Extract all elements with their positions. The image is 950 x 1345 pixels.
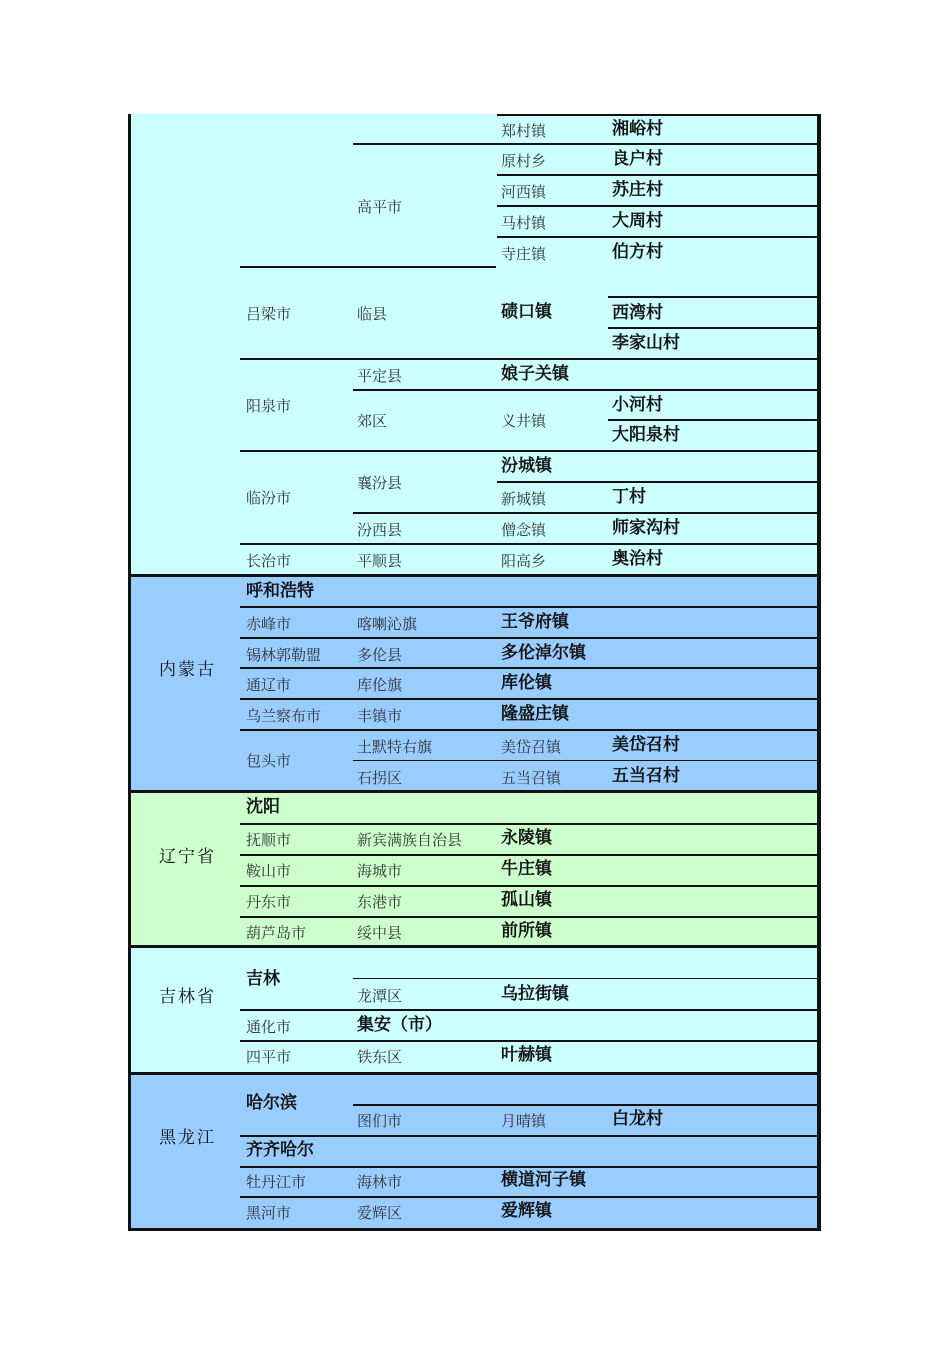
county-cell: 东港市 — [357, 893, 403, 911]
town-cell: 爱辉镇 — [501, 1201, 552, 1221]
row-divider — [497, 114, 818, 116]
prefecture-cell: 丹东市 — [246, 893, 292, 911]
row-divider — [240, 1166, 818, 1168]
village-cell: 李家山村 — [612, 333, 680, 353]
county-cell: 喀喇沁旗 — [357, 615, 418, 633]
town-cell: 多伦淖尔镇 — [501, 643, 586, 663]
town-cell: 月晴镇 — [501, 1112, 547, 1130]
row-divider — [240, 698, 818, 700]
county-cell: 襄汾县 — [357, 474, 403, 492]
row-divider — [240, 667, 818, 669]
town-cell: 娘子关镇 — [501, 364, 569, 384]
county-cell: 海林市 — [357, 1173, 403, 1191]
county-cell: 临县 — [357, 305, 388, 323]
county-cell: 爱辉区 — [357, 1204, 403, 1222]
row-divider — [240, 729, 818, 731]
town-cell: 汾城镇 — [501, 456, 552, 476]
prefecture-cell: 黑河市 — [246, 1204, 292, 1222]
town-cell: 僧念镇 — [501, 521, 547, 539]
tourism-town-table — [128, 114, 821, 1231]
county-cell: 图们市 — [357, 1112, 403, 1130]
section-divider — [128, 790, 821, 793]
village-cell: 湘峪村 — [612, 119, 663, 139]
county-cell: 平顺县 — [357, 552, 403, 570]
liaoning-section — [128, 791, 821, 946]
town-cell: 永陵镇 — [501, 828, 552, 848]
prefecture-cell: 长治市 — [246, 552, 292, 570]
county-cell: 汾西县 — [357, 521, 403, 539]
row-divider — [353, 512, 818, 514]
row-divider — [240, 543, 818, 545]
county-cell: 高平市 — [357, 198, 403, 216]
village-cell: 大周村 — [612, 211, 663, 231]
prefecture-cell: 吕梁市 — [246, 305, 292, 323]
town-cell: 新城镇 — [501, 490, 547, 508]
row-divider — [353, 143, 818, 145]
village-cell: 西湾村 — [612, 303, 663, 323]
town-cell: 美岱召镇 — [501, 738, 562, 756]
prefecture-cell: 通辽市 — [246, 676, 292, 694]
row-divider — [608, 296, 818, 298]
row-divider — [608, 327, 818, 329]
county-cell: 铁东区 — [357, 1048, 403, 1066]
prefecture-cell: 牡丹江市 — [246, 1173, 307, 1191]
town-cell: 原村乡 — [501, 152, 547, 170]
town-cell: 义井镇 — [501, 412, 547, 430]
town-cell: 牛庄镇 — [501, 859, 552, 879]
town-cell: 库伦镇 — [501, 673, 552, 693]
prefecture-cell: 沈阳 — [246, 797, 280, 817]
town-cell: 郑村镇 — [501, 122, 547, 140]
county-cell: 海城市 — [357, 862, 403, 880]
county-cell: 绥中县 — [357, 924, 403, 942]
village-cell: 师家沟村 — [612, 518, 680, 538]
row-divider — [240, 1009, 818, 1011]
row-divider — [240, 266, 496, 268]
town-cell: 叶赫镇 — [501, 1045, 552, 1065]
table-bottom-border — [128, 1228, 821, 1231]
county-cell: 龙潭区 — [357, 987, 403, 1005]
county-cell: 丰镇市 — [357, 707, 403, 725]
town-cell: 乌拉街镇 — [501, 984, 569, 1004]
town-cell: 马村镇 — [501, 214, 547, 232]
row-divider — [240, 606, 818, 608]
county-cell: 土默特右旗 — [357, 738, 433, 756]
village-cell: 白龙村 — [612, 1109, 663, 1129]
row-divider — [240, 450, 818, 452]
row-divider — [353, 389, 818, 391]
prefecture-cell: 四平市 — [246, 1048, 292, 1066]
town-cell: 碛口镇 — [501, 302, 552, 322]
county-cell: 多伦县 — [357, 646, 403, 664]
row-divider — [240, 823, 818, 825]
village-cell: 良户村 — [612, 149, 663, 169]
row-divider — [353, 1104, 818, 1106]
town-cell: 寺庄镇 — [501, 245, 547, 263]
village-cell: 大阳泉村 — [612, 425, 680, 445]
row-divider — [240, 916, 818, 918]
prefecture-cell: 锡林郭勒盟 — [246, 646, 322, 664]
village-cell: 苏庄村 — [612, 180, 663, 200]
province-cell: 黑龙江 — [159, 1128, 216, 1148]
village-cell: 伯方村 — [612, 242, 663, 262]
table-right-border — [817, 114, 821, 1231]
county-cell: 集安（市） — [357, 1015, 442, 1035]
prefecture-cell: 抚顺市 — [246, 831, 292, 849]
row-divider — [497, 481, 818, 483]
town-cell: 孤山镇 — [501, 890, 552, 910]
county-cell: 平定县 — [357, 367, 403, 385]
town-cell: 隆盛庄镇 — [501, 704, 569, 724]
prefecture-cell: 阳泉市 — [246, 397, 292, 415]
row-divider — [240, 358, 818, 360]
row-divider — [240, 1135, 818, 1137]
village-cell: 丁村 — [612, 487, 646, 507]
village-cell: 小河村 — [612, 395, 663, 415]
town-cell: 五当召镇 — [501, 769, 562, 787]
row-divider — [240, 637, 818, 639]
village-cell: 美岱召村 — [612, 735, 680, 755]
shanxi-section — [128, 114, 821, 575]
prefecture-cell: 吉林 — [246, 969, 280, 989]
town-cell: 河西镇 — [501, 183, 547, 201]
prefecture-cell: 包头市 — [246, 752, 292, 770]
town-cell: 前所镇 — [501, 921, 552, 941]
row-divider — [353, 978, 818, 979]
section-divider — [128, 1072, 821, 1075]
row-divider — [240, 1196, 818, 1198]
prefecture-cell: 鞍山市 — [246, 862, 292, 880]
province-cell: 吉林省 — [159, 987, 216, 1007]
province-cell: 辽宁省 — [159, 847, 216, 867]
section-divider — [128, 945, 821, 948]
row-divider — [497, 236, 818, 238]
county-cell: 石拐区 — [357, 769, 403, 787]
row-divider — [497, 174, 818, 176]
county-cell: 库伦旗 — [357, 676, 403, 694]
table-left-border — [128, 114, 131, 1231]
prefecture-cell: 赤峰市 — [246, 615, 292, 633]
prefecture-cell: 临汾市 — [246, 489, 292, 507]
town-cell: 横道河子镇 — [501, 1170, 586, 1190]
prefecture-cell: 通化市 — [246, 1018, 292, 1036]
prefecture-cell: 葫芦岛市 — [246, 924, 307, 942]
prefecture-cell: 呼和浩特 — [246, 581, 314, 601]
prefecture-cell: 齐齐哈尔 — [246, 1140, 314, 1160]
province-cell: 内蒙古 — [159, 660, 216, 680]
row-divider — [240, 1040, 818, 1042]
county-cell: 新宾满族自治县 — [357, 831, 463, 849]
town-cell: 王爷府镇 — [501, 612, 569, 632]
village-cell: 奥治村 — [612, 549, 663, 569]
heilongjiang-section — [128, 1073, 821, 1231]
row-divider — [608, 419, 818, 421]
prefecture-cell: 乌兰察布市 — [246, 707, 322, 725]
row-divider — [497, 205, 818, 207]
row-divider — [353, 760, 818, 761]
prefecture-cell: 哈尔滨 — [246, 1093, 297, 1113]
village-cell: 五当召村 — [612, 766, 680, 786]
row-divider — [240, 885, 818, 887]
row-divider — [240, 854, 818, 856]
section-divider — [128, 574, 821, 577]
town-cell: 阳高乡 — [501, 552, 547, 570]
county-cell: 郊区 — [357, 412, 388, 430]
